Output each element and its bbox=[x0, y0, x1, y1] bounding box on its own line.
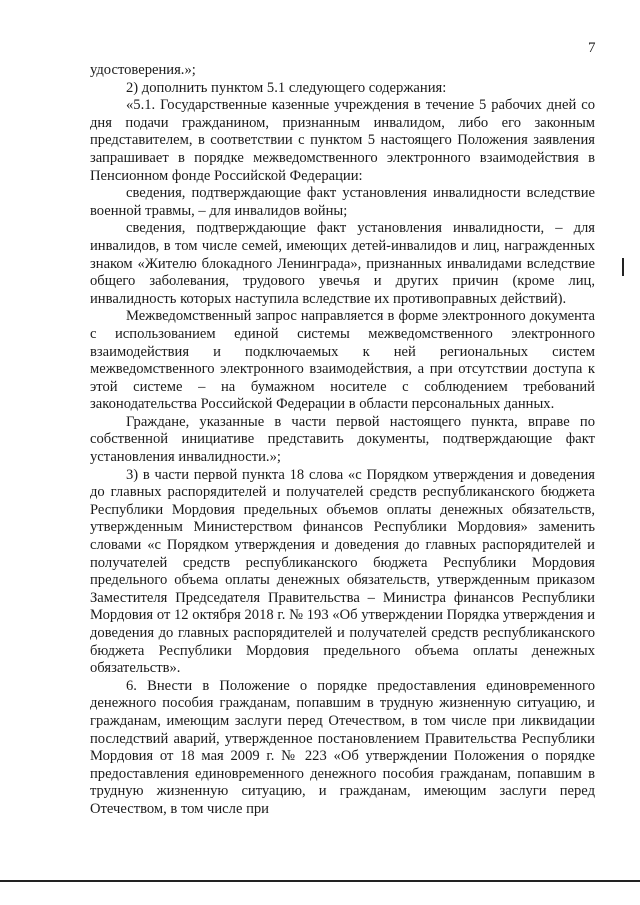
page-number: 7 bbox=[588, 40, 596, 56]
paragraph: Граждане, указанные в части первой настоящего пункта, вправе по собственной инициативе представить документы, подтверждающие факт установления инвалидности.»; bbox=[90, 413, 595, 466]
paragraph: сведения, подтверждающие факт установления инвалидности вследствие военной травмы, – для инвалидов войны; bbox=[90, 185, 595, 219]
paragraph: 2) дополнить пунктом 5.1 следующего содержания: bbox=[126, 79, 447, 96]
document-body bbox=[90, 62, 595, 819]
paragraph: сведения, подтверждающие факт установления инвалидности, – для инвалидов, в том числе семей, имеющих детей-инвалидов и лиц, награжденных знаком «Жителю блокадного Ленинграда», признанных инвалидами вследствие общего заболевания, трудового увечья и других причин (кроме лиц, инвалидность которых наступила вследствие их противоправных действий). bbox=[90, 220, 595, 307]
paragraph: «5.1. Государственные казенные учреждения в течение 5 рабочих дней со дня подачи гражданином, признанным инвалидом, либо его законным представителем, в соответствии с пунктом 5 настоящего Положения заявления запрашивает в порядке межведомственного электронного взаимодействия в Пенсионном фонде Российской Федерации: bbox=[90, 97, 595, 184]
bottom-rule bbox=[0, 880, 640, 882]
paragraph: удостоверения.»; bbox=[90, 62, 196, 78]
paragraph: 6. Внести в Положение о порядке предоставления единовременного денежного пособия гражданам, попавшим в трудную жизненную ситуацию, и гражданам, имеющим заслуги перед Отечеством, в том числе при ликвидации последствий аварий, утвержденное постановлением Правительства Республики Мордовия от 18 мая 2009 г. № 223 «Об утверждении Положения о порядке предоставления единовременного денежного пособия гражданам, попавшим в трудную жизненную ситуацию, и гражданам, имеющим заслуги перед Отечеством, в том числе при bbox=[90, 677, 595, 817]
paragraph: Межведомственный запрос направляется в форме электронного документа с использованием единой системы межведомственного электронного взаимодействия и подключаемых к ней региональных систем межведомственного электронного взаимодействия, а при отсутствии доступа к этой системе – на бумажном носителе с соблюдением требований законодательства Российской Федерации в области персональных данных. bbox=[90, 308, 595, 413]
margin-mark bbox=[622, 258, 624, 276]
paragraph: 3) в части первой пункта 18 слова «с Порядком утверждения и доведения до главных распорядителей и получателей средств республиканского бюджета Республики Мордовия предельных объемов оплаты денежных обязательств, утвержденным Министерством финансов Республики Мордовия» заменить словами «с Порядком утверждения и доведения до главных распорядителей и получателей средств республиканского бюджета Республики Мордовия предельного объема оплаты денежных обязательств, утвержденным приказом Заместителя Председателя Правительства – Министра финансов Республики Мордовия от 12 октября 2018 г. № 193 «Об утверждении Порядка утверждения и доведения до главных распорядителей и получателей средств республиканского бюджета Республики Мордовия предельного объема оплаты денежных обязательств». bbox=[90, 466, 595, 677]
